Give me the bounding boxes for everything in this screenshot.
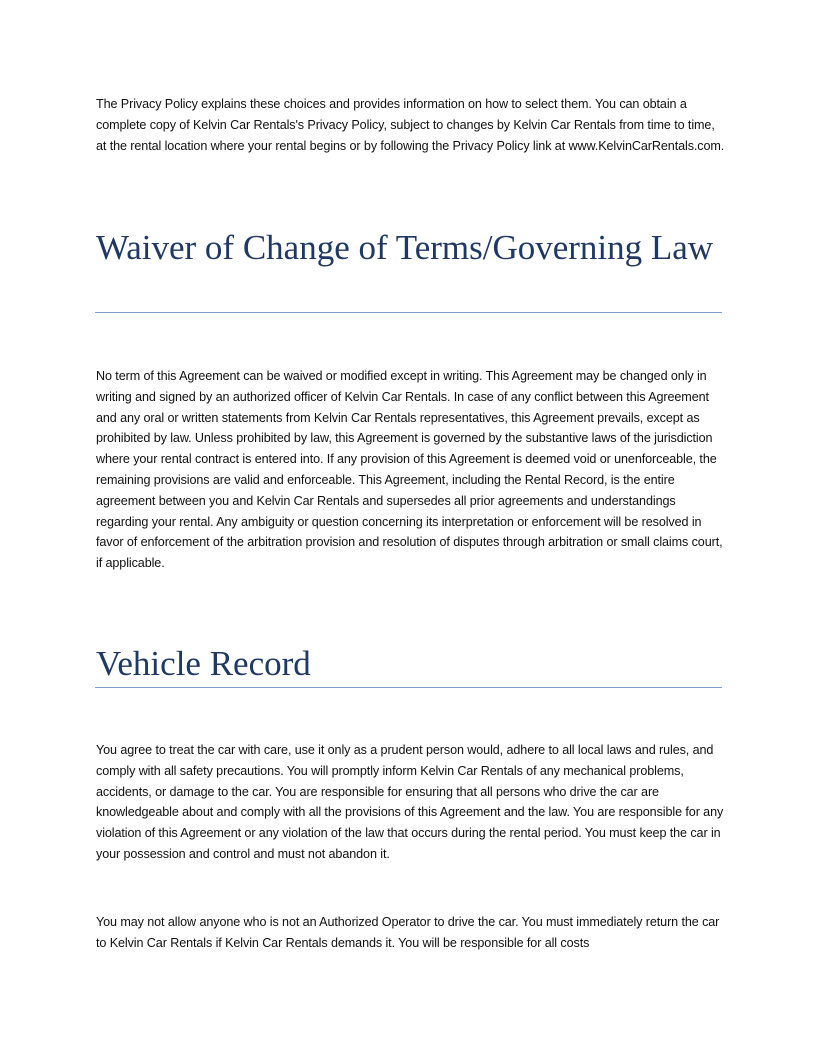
section-divider (95, 312, 722, 313)
vehicle-record-paragraph: You agree to treat the car with care, use it only as a prudent person would, adhere to all local laws and rules, and comply with all safety precautions. You will promptly inform Kelvin Car Rentals of any mechanical problems, accidents, or damage to the car. You are responsible for ensuring that all persons who drive the car are knowledgeable about and comply with all the provisions of this Agreement and the law. You are responsible for any violation of this Agreement or any violation of the law that occurs during the rental period. You must keep the car in your possession and control and must not abandon it. (96, 743, 724, 861)
section-heading-waiver: Waiver of Change of Terms/Governing Law (96, 228, 714, 267)
intro-paragraph: The Privacy Policy explains these choices and provides information on how to select them. You can obtain a complete copy of Kelvin Car Rentals's Privacy Policy, subject to changes by Kelvin Car Rentals from time to time, at the rental location where your rental begins or by following the Privacy Policy link at www.KelvinCarRentals.com. (96, 97, 725, 153)
section-divider (95, 687, 722, 688)
section-heading-vehicle-record: Vehicle Record (96, 644, 311, 683)
waiver-paragraph: No term of this Agreement can be waived or modified except in writing. This Agreement may be changed only in writing and signed by an authorized officer of Kelvin Car Rentals. In case of any conflict between this Agreement and any oral or written statements from Kelvin Car Rentals representatives, this Agreement prevails, except as prohibited by law. Unless prohibited by law, this Agreement is governed by the substantive laws of the jurisdiction where your rental contract is entered into. If any provision of this Agreement is deemed void or unenforceable, the remaining provisions are valid and enforceable. This Agreement, including the Rental Record, is the entire agreement between you and Kelvin Car Rentals and supersedes all prior agreements and understandings regarding your rental. Any ambiguity or question concerning its interpretation or enforcement will be resolved in favor of enforcement of the arbitration provision and resolution of disputes through arbitration or small claims court, if applicable. (96, 369, 723, 571)
vehicle-record-paragraph: You may not allow anyone who is not an Authorized Operator to drive the car. You must immediately return the car to Kelvin Car Rentals if Kelvin Car Rentals demands it. You will be responsible for all costs (96, 915, 720, 950)
